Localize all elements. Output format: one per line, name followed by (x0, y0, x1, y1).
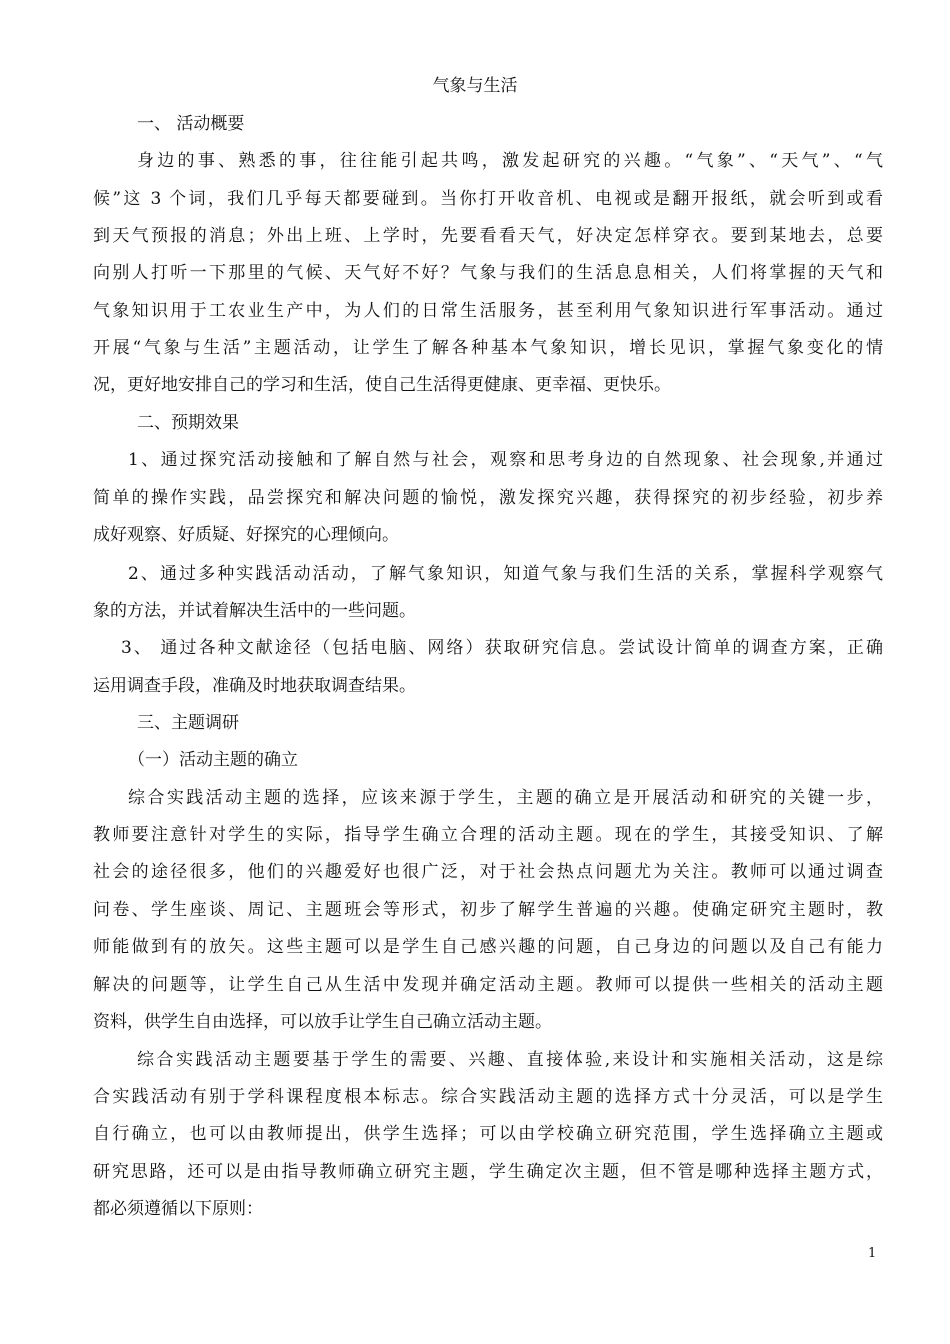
paragraph-line: 自行确立，也可以由教师提出，供学生选择；可以由学校确立研究范围，学生选择确立主题或 (93, 1124, 883, 1144)
paragraph-line: 候”这 3 个词，我们几乎每天都要碰到。当你打开收音机、电视或是翻开报纸，就会听到或看 (93, 189, 883, 209)
paragraph-line: 研究思路，还可以是由指导教师确立研究主题，学生确定次主题，但不管是哪种选择主题方式， (93, 1162, 883, 1182)
subsection-heading: （一）活动主题的确立 (128, 750, 298, 770)
section-heading-overview: 一、 活动概要 (137, 114, 245, 134)
list-item-line: 1、通过探究活动接触和了解自然与社会，观察和思考身边的自然现象、社会现象,并通过 (128, 450, 883, 470)
paragraph-line: 解决的问题等，让学生自己从生活中发现并确定活动主题。教师可以提供一些相关的活动主题 (93, 975, 883, 995)
paragraph-line: 师能做到有的放矢。这些主题可以是学生自己感兴趣的问题，自己身边的问题以及自己有能力 (93, 937, 883, 957)
list-item-line: 象的方法，并试着解决生活中的一些问题。 (93, 601, 416, 621)
paragraph-line: 况，更好地安排自己的学习和生活，使自己生活得更健康、更幸福、更快乐。 (93, 375, 671, 395)
list-item-line: 成好观察、好质疑、好探究的心理倾向。 (93, 525, 399, 545)
page-number: 1 (868, 1246, 877, 1261)
paragraph-line: 综合实践活动主题要基于学生的需要、兴趣、直接体验,来设计和实施相关活动，这是综 (137, 1050, 883, 1070)
paragraph-line: 社会的途径很多，他们的兴趣爱好也很广泛，对于社会热点问题尤为关注。教师可以通过调查 (93, 862, 883, 882)
paragraph-line: 问卷、学生座谈、周记、主题班会等形式，初步了解学生普遍的兴趣。使确定研究主题时，教 (93, 900, 883, 920)
list-item-line: 简单的操作实践，品尝探究和解决问题的愉悦，激发探究兴趣，获得探究的初步经验，初步养 (93, 488, 883, 508)
section-heading-topic-research: 三、主题调研 (137, 713, 239, 733)
paragraph-line: 到天气预报的消息；外出上班、上学时，先要看看天气，好决定怎样穿衣。要到某地去，总要 (93, 226, 883, 246)
paragraph-line: 教师要注意针对学生的实际，指导学生确立合理的活动主题。现在的学生，其接受知识、了解 (93, 825, 883, 845)
section-heading-expected-effects: 二、预期效果 (137, 413, 239, 433)
document-title: 气象与生活 (432, 76, 518, 96)
list-item-line: 3、 通过各种文献途径（包括电脑、网络）获取研究信息。尝试设计简单的调查方案，正确 (121, 638, 883, 658)
paragraph-line: 都必须遵循以下原则： (93, 1199, 263, 1219)
paragraph-line: 向别人打听一下那里的气候、天气好不好？气象与我们的生活息息相关，人们将掌握的天气和 (93, 263, 883, 283)
list-item-line: 运用调查手段，准确及时地获取调查结果。 (93, 676, 416, 696)
paragraph-line: 气象知识用于工农业生产中，为人们的日常生活服务，甚至利用气象知识进行军事活动。通过 (93, 301, 883, 321)
paragraph-line: 开展“气象与生活”主题活动，让学生了解各种基本气象知识，增长见识，掌握气象变化的情 (93, 338, 883, 358)
paragraph-line: 身边的事、熟悉的事，往往能引起共鸣，激发起研究的兴趣。“气象”、“天气”、“气 (137, 151, 883, 171)
list-item-line: 2、通过多种实践活动活动，了解气象知识，知道气象与我们生活的关系，掌握科学观察气 (128, 564, 883, 584)
paragraph-line: 综合实践活动主题的选择，应该来源于学生，主题的确立是开展活动和研究的关键一步， (128, 788, 883, 808)
paragraph-line: 合实践活动有别于学科课程度根本标志。综合实践活动主题的选择方式十分灵活，可以是学生 (93, 1087, 883, 1107)
paragraph-line: 资料，供学生自由选择，可以放手让学生自己确立活动主题。 (93, 1012, 552, 1032)
